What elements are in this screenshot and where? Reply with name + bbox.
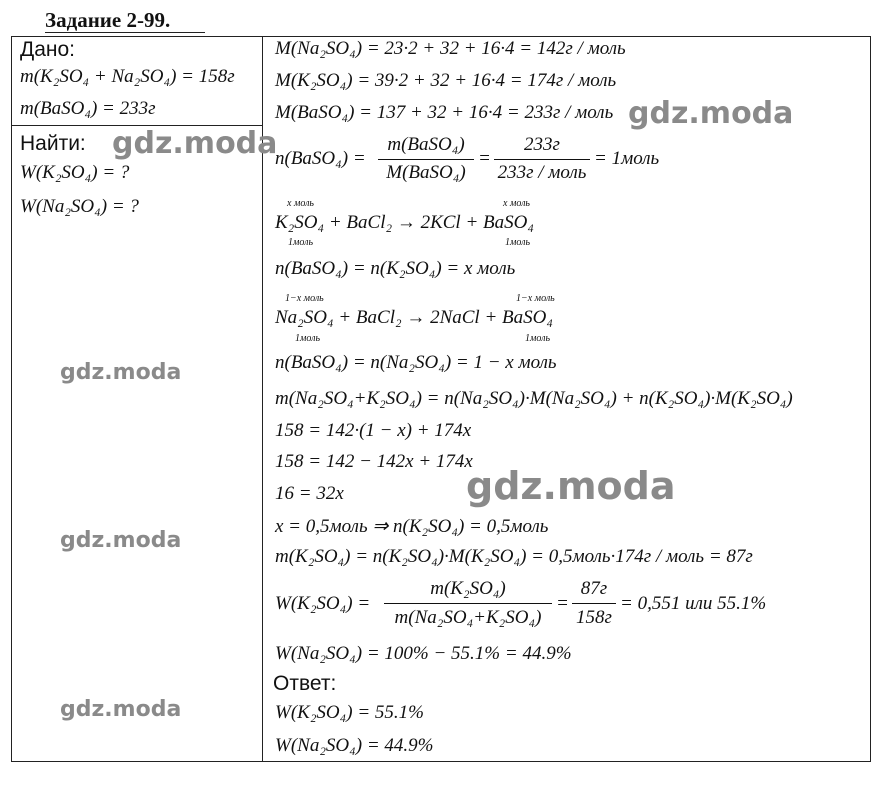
n-baso4-lhs: n(BaSO₄) = xyxy=(275,148,366,169)
fraction-bar-1 xyxy=(378,159,474,160)
x-value: x = 0,5моль ⇒ n(K₂SO₄) = 0,5моль xyxy=(275,516,549,537)
reaction-k2so4: K₂SO₄ + BaCl₂ → 2KCl + BaSO₄ xyxy=(275,212,534,233)
reaction-na2so4: Na₂SO₄ + BaCl₂ → 2NaCl + BaSO₄ xyxy=(275,307,553,328)
mass-k2so4: m(K₂SO₄) = n(K₂SO₄)·M(K₂SO₄) = 0,5моль·174г / моль = 87г xyxy=(275,546,753,567)
task-title: Задание 2-99. xyxy=(45,8,171,32)
w-k2so4-lhs: W(K₂SO₄) = xyxy=(275,593,371,614)
w-denominator: m(Na₂SO₄+K₂SO₄) xyxy=(394,607,542,628)
n-baso4-equals: = xyxy=(478,148,491,169)
watermark-3: gdz.moda xyxy=(60,360,182,385)
answer-w-na2so4: W(Na₂SO₄) = 44.9% xyxy=(275,735,434,756)
n-baso4-denominator-2: 233г / моль xyxy=(497,162,587,183)
r2-bot-right: 1моль xyxy=(525,333,551,344)
watermark-1: gdz.moda xyxy=(112,126,278,161)
r2-top-left: 1−x моль xyxy=(285,293,324,304)
equation-2: 158 = 142 − 142x + 174x xyxy=(275,451,473,472)
equation-3: 16 = 32x xyxy=(275,483,344,504)
fraction-bar-2 xyxy=(494,159,590,160)
watermark-5: gdz.moda xyxy=(60,528,182,553)
n-baso4-result: = 1моль xyxy=(594,148,660,169)
watermark-4: gdz.moda xyxy=(466,464,676,508)
molar-mass-na2so4: M(Na₂SO₄) = 23·2 + 32 + 16·4 = 142г / моль xyxy=(275,38,626,59)
n-baso4-numerator-2: 233г xyxy=(524,134,560,155)
given-mass-baso4: m(BaSO₄) = 233г xyxy=(20,98,156,119)
title-underline xyxy=(45,32,205,33)
molar-mass-baso4: M(BaSO₄) = 137 + 32 + 16·4 = 233г / моль xyxy=(275,102,614,123)
given-mass-mixture: m(K₂SO₄ + Na₂SO₄) = 158г xyxy=(20,66,235,87)
n-baso4-denominator: M(BaSO₄) xyxy=(386,162,466,183)
w-denominator-2: 158г xyxy=(576,607,612,628)
w-numerator: m(K₂SO₄) xyxy=(430,578,506,599)
find-w-na2so4: W(Na₂SO₄) = ? xyxy=(20,196,139,217)
n-equality-k2so4: n(BaSO₄) = n(K₂SO₄) = x моль xyxy=(275,258,516,279)
w-numerator-2: 87г xyxy=(580,578,608,599)
r1-top-left: x моль xyxy=(287,198,314,209)
w-equals: = xyxy=(556,593,569,614)
molar-mass-k2so4: M(K₂SO₄) = 39·2 + 32 + 16·4 = 174г / моль xyxy=(275,70,617,91)
w-na2so4-calc: W(Na₂SO₄) = 100% − 55.1% = 44.9% xyxy=(275,643,572,664)
n-baso4-numerator: m(BaSO₄) xyxy=(387,134,465,155)
watermark-6: gdz.moda xyxy=(60,697,182,722)
answer-label: Ответ: xyxy=(273,672,337,695)
fraction-bar-4 xyxy=(572,603,616,604)
find-w-k2so4: W(K₂SO₄) = ? xyxy=(20,162,130,183)
r2-top-right: 1−x моль xyxy=(516,293,555,304)
fraction-bar-3 xyxy=(384,603,552,604)
r1-bot-left: 1моль xyxy=(288,237,314,248)
watermark-2: gdz.moda xyxy=(628,96,794,131)
answer-w-k2so4: W(K₂SO₄) = 55.1% xyxy=(275,702,424,723)
equation-1: 158 = 142·(1 − x) + 174x xyxy=(275,420,472,441)
r2-bot-left: 1моль xyxy=(295,333,321,344)
given-label: Дано: xyxy=(20,38,76,61)
mass-equation: m(Na₂SO₄+K₂SO₄) = n(Na₂SO₄)·M(Na₂SO₄) + n(K₂SO₄)·M(K₂SO₄) xyxy=(275,388,793,409)
r1-bot-right: 1моль xyxy=(505,237,531,248)
w-k2so4-result: = 0,551 или 55.1% xyxy=(620,593,767,614)
r1-top-right: x моль xyxy=(503,198,530,209)
n-equality-na2so4: n(BaSO₄) = n(Na₂SO₄) = 1 − x моль xyxy=(275,352,557,373)
find-label: Найти: xyxy=(20,132,86,155)
